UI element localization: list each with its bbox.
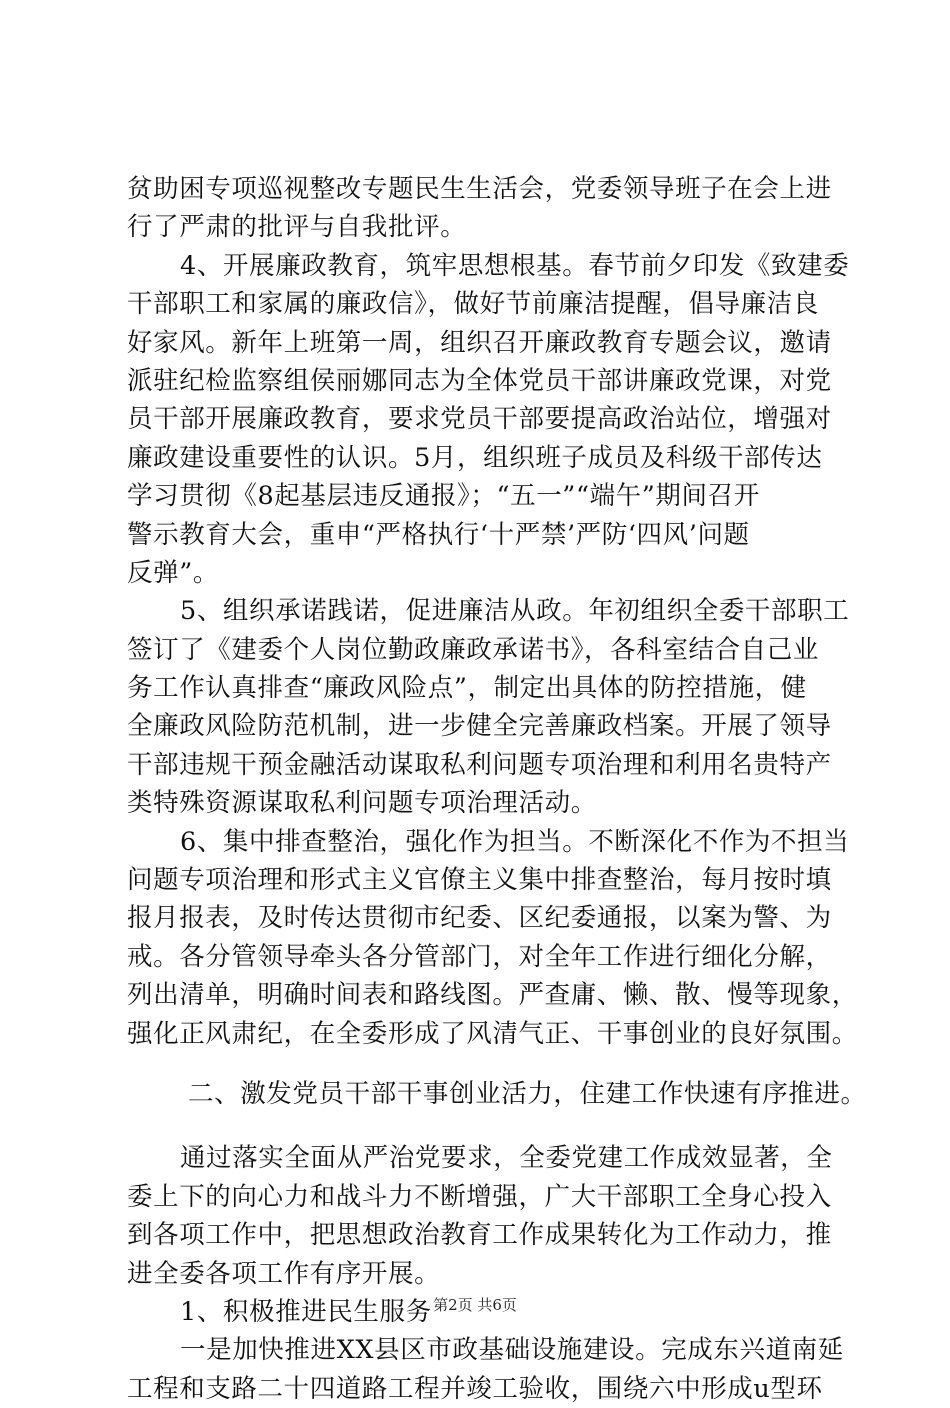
paragraph-start-line: 通过落实全面从严治党要求，全委党建工作成效显著，全 xyxy=(180,1143,833,1174)
paragraph-start-line: 6、集中排查整治，强化作为担当。不断深化不作为不担当 xyxy=(180,826,850,857)
text-line: 行了严肃的批评与自我批评。 xyxy=(127,212,467,243)
paragraph-start-line: 4、开展廉政教育，筑牢思想根基。春节前夕印发《致建委 xyxy=(180,250,850,281)
text-line: 警示教育大会，重申“严格执行‘十严禁’严防‘四风’问题 xyxy=(127,519,750,550)
text-line: 廉政建设重要性的认识。5月，组织班子成员及科级干部传达 xyxy=(127,442,823,473)
subsection-heading: 1、积极推进民生服务 xyxy=(180,1296,432,1327)
text-line: 务工作认真排查“廉政风险点”，制定出具体的防控措施，健 xyxy=(127,673,807,704)
text-line: 委上下的向心力和战斗力不断增强，广大干部职工全身心投入 xyxy=(127,1181,832,1212)
text-line: 强化正风肃纪，在全委形成了风清气正、干事创业的良好氛围。 xyxy=(127,1018,858,1049)
text-line: 戒。各分管领导牵头各分管部门，对全年工作进行细化分解， xyxy=(127,941,832,972)
text-line: 进全委各项工作有序开展。 xyxy=(127,1258,441,1289)
text-line: 干部违规干预金融活动谋取私利问题专项治理和利用名贵特产 xyxy=(127,749,832,780)
text-line: 员干部开展廉政教育，要求党员干部要提高政治站位，增强对 xyxy=(127,404,832,435)
text-line: 问题专项治理和形式主义官僚主义集中排查整治，每月按时填 xyxy=(127,865,832,896)
page-number-footer: 第2页 共6页 xyxy=(433,1296,517,1314)
text-line: 类特殊资源谋取私利问题专项治理活动。 xyxy=(127,788,597,819)
text-line: 全廉政风险防范机制，进一步健全完善廉政档案。开展了领导 xyxy=(127,711,832,742)
text-line: 反弹”。 xyxy=(127,557,219,588)
text-line: 报月报表，及时传达贯彻市纪委、区纪委通报，以案为警、为 xyxy=(127,903,832,934)
section-heading: 二、激发党员干部干事创业活力，住建工作快速有序推进。 xyxy=(188,1078,867,1109)
text-line: 到各项工作中，把思想政治教育工作成果转化为工作动力，推 xyxy=(127,1220,832,1251)
document-body xyxy=(127,170,867,1408)
text-line: 贫助困专项巡视整改专题民生生活会，党委领导班子在会上进 xyxy=(127,174,832,204)
text-line: 学习贯彻《8起基层违反通报》；“五一”“端午”期间召开 xyxy=(127,481,760,512)
paragraph-start-line: 5、组织承诺践诺，促进廉洁从政。年初组织全委干部职工 xyxy=(180,596,850,627)
text-line: 签订了《建委个人岗位勤政廉政承诺书》，各科室结合自己业 xyxy=(127,634,819,665)
text-line: 派驻纪检监察组侯丽娜同志为全体党员干部讲廉政党课，对党 xyxy=(127,365,832,396)
text-line: 列出清单，明确时间表和路线图。严查庸、懒、散、慢等现象， xyxy=(127,980,858,1011)
paragraph-start-line: 一是加快推进XX县区市政基础设施建设。完成东兴道南延 xyxy=(180,1335,844,1366)
text-line: 干部职工和家属的廉政信》，做好节前廉洁提醒，倡导廉洁良 xyxy=(127,289,819,320)
text-line: 好家风。新年上班第一周，组织召开廉政教育专题会议，邀请 xyxy=(127,327,832,358)
text-line: 工程和支路二十四道路工程并竣工验收，围绕六中形成u型环 xyxy=(127,1373,823,1404)
